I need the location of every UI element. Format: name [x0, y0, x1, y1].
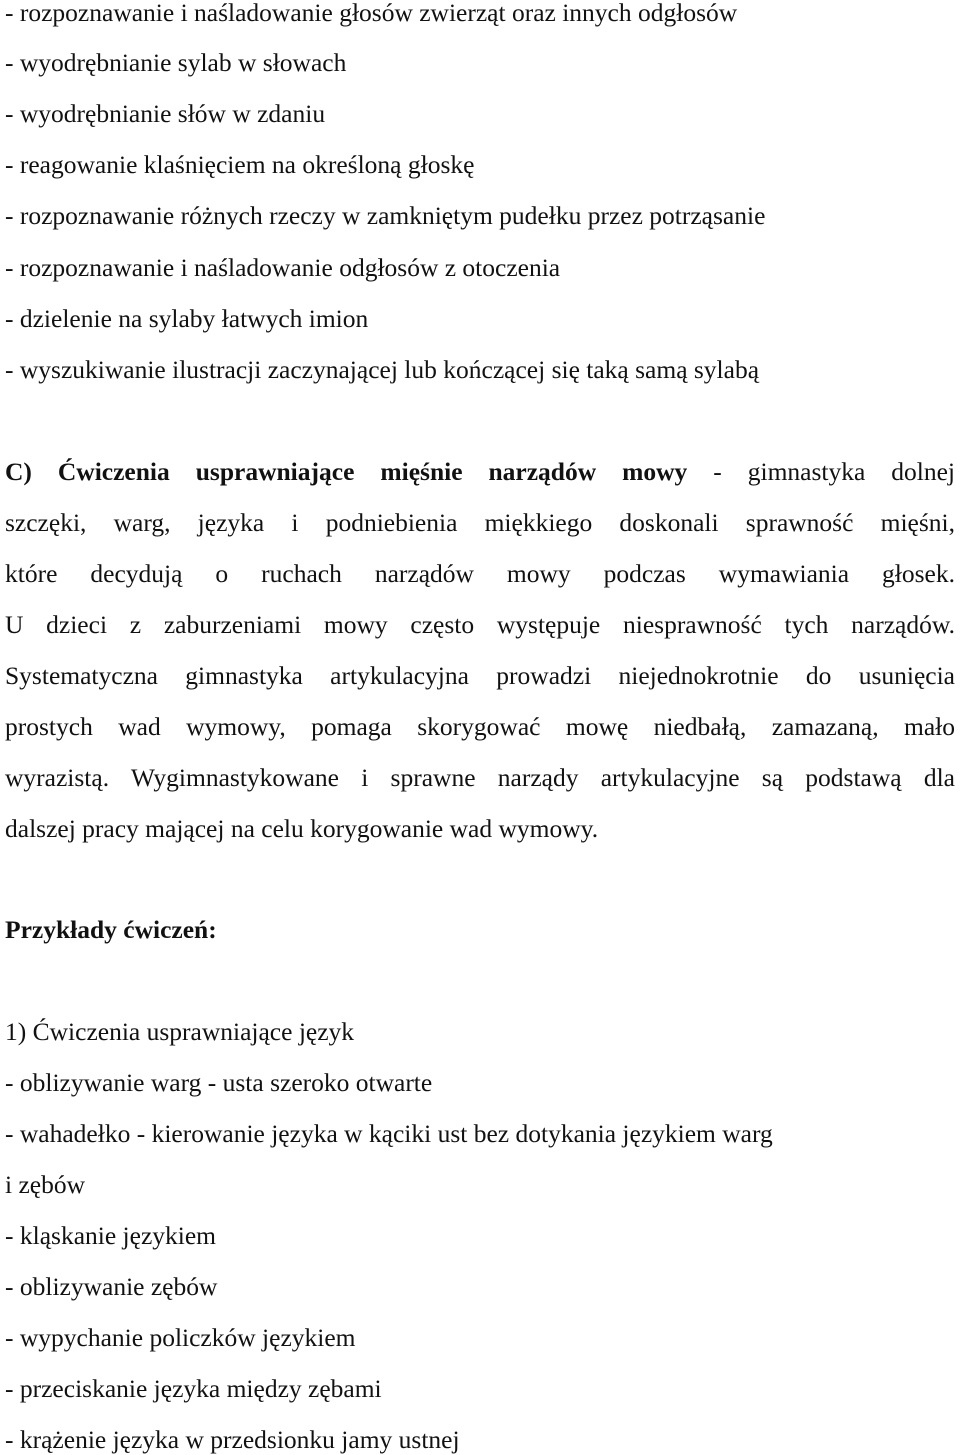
paragraph-line: U dzieci z zaburzeniami mowy często występuje niesprawność tych narządów. [5, 610, 955, 639]
paragraph-line: szczęki, warg, języka i podniebienia miękkiego doskonali sprawność mięśni, [5, 508, 955, 537]
list-item: - wypychanie policzków językiem [5, 1323, 356, 1352]
list-item: - reagowanie klaśnięciem na określoną głoskę [5, 150, 475, 179]
paragraph-line: które decydują o ruchach narządów mowy podczas wymawiania głosek. [5, 559, 955, 588]
section-c-heading: C) Ćwiczenia usprawniające mięśnie narządów mowy [5, 457, 688, 486]
list-item: - wyszukiwanie ilustracji zaczynającej lub kończącej się taką samą sylabą [5, 355, 760, 384]
section-c-first-line [5, 457, 955, 487]
list-item: - rozpoznawanie i naśladowanie odgłosów z otoczenia [5, 253, 561, 282]
list-item: - kląskanie językiem [5, 1221, 216, 1250]
paragraph-line: wyrazistą. Wygimnastykowane i sprawne narządy artykulacyjne są podstawą dla [5, 763, 955, 792]
list-item: - rozpoznawanie i naśladowanie głosów zwierząt oraz innych odgłosów [5, 0, 738, 27]
list-item: - wyodrębnianie słów w zdaniu [5, 99, 326, 128]
list-item: - wahadełko - kierowanie języka w kąciki ust bez dotykania językiem warg [5, 1119, 773, 1148]
examples-heading: Przykłady ćwiczeń: [5, 915, 217, 944]
list-title: 1) Ćwiczenia usprawniające język [5, 1017, 355, 1046]
list-item: - rozpoznawanie różnych rzeczy w zamkniętym pudełku przez potrząsanie [5, 201, 766, 230]
paragraph-line: prostych wad wymowy, pomaga skorygować mowę niedbałą, zamazaną, mało [5, 712, 955, 741]
list-item: i zębów [5, 1170, 86, 1199]
section-c-first-line-text: - gimnastyka dolnej [687, 457, 956, 486]
paragraph-line: Systematyczna gimnastyka artykulacyjna prowadzi niejednokrotnie do usunięcia [5, 661, 955, 690]
list-item: - przeciskanie języka między zębami [5, 1374, 382, 1403]
list-item: - oblizywanie warg - usta szeroko otwarte [5, 1068, 433, 1097]
list-item: - krążenie języka w przedsionku jamy ustnej [5, 1425, 460, 1454]
list-item: - oblizywanie zębów [5, 1272, 218, 1301]
paragraph-line: dalszej pracy mającej na celu korygowanie wad wymowy. [5, 814, 599, 843]
list-item: - dzielenie na sylaby łatwych imion [5, 304, 369, 333]
list-item: - wyodrębnianie sylab w słowach [5, 48, 347, 77]
